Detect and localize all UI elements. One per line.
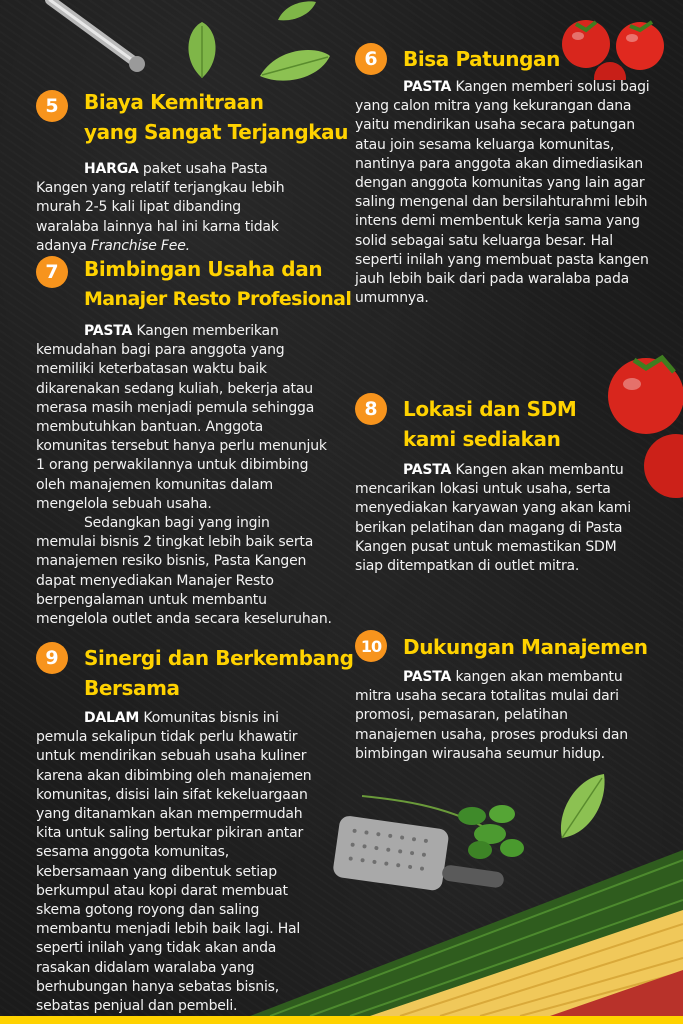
italic-term: Franchise Fee.: [90, 237, 190, 254]
section-body: [36, 709, 324, 1016]
section-title: [84, 643, 353, 703]
bottom-accent-bar: [0, 1016, 683, 1024]
section-title: [403, 632, 648, 662]
section-body: [36, 322, 332, 629]
section-number-badge: 6: [355, 43, 387, 75]
lead-word: DALAM: [84, 710, 140, 726]
lead-word: PASTA: [403, 462, 452, 478]
body-text: Komunitas bisnis ini pemula sekalipun tidak perlu khawatir untuk mendirikan sebuah usaha kuliner karena akan dibimbing oleh manajemen komunitas, disisi lain sifat kekeluargaan yang ditanamkan akan mempermudah kita untuk saling bertukar pikiran antar sesama anggota komunitas, kebersamaan yang dibentuk setiap berkumpul atau kopi darat membuat skema gotong royong dan saling membantu menjadi lebih baik lagi. Hal seperti inilah yang tidak akan anda rasakan didalam waralaba yang berhubungan hanya sebatas bisnis, sebatas penjual dan pembeli.: [36, 710, 312, 1015]
title-line: Dukungan Manajemen: [403, 635, 648, 659]
whisk-utensil-illustration: [40, 0, 150, 80]
title-line: yang Sangat Terjangkau: [84, 120, 349, 144]
lead-word: PASTA: [84, 323, 133, 339]
lead-word: PASTA: [403, 79, 452, 95]
section-title: [403, 44, 560, 74]
section-title: [84, 254, 351, 314]
tomato-illustration: [560, 16, 683, 80]
section-title: [403, 394, 576, 454]
section-number-badge: 8: [355, 393, 387, 425]
section-number-badge: 7: [36, 256, 68, 288]
body-text: Kangen memberi solusi bagi yang calon mitra yang kekurangan dana yaitu mendirikan usaha secara patungan atau join sesama keluarga komunitas, nantinya para anggota akan dimediasikan dengan anggota komunitas yang lain agar saling mengenal dan bersilahturahmi lebih intens demi membentuk kerja sama yang solid sebagai satu keluarga besar. Hal seperti inilah yang membuat pasta kangen jauh lebih baik dari pada waralaba pada umumnya.: [355, 79, 650, 307]
basil-leaf-icon: [258, 46, 332, 86]
title-line: Manajer Resto Profesional: [84, 288, 352, 310]
section-number-badge: 10: [355, 630, 387, 662]
body-text: paket usaha Pasta Kangen yang relatif terjangkau lebih murah 2-5 kali lipat dibanding waralaba lainnya hal ini karna tidak adanya: [36, 161, 285, 254]
basil-leaf-icon: [182, 20, 222, 80]
title-line: Bimbingan Usaha dan: [84, 257, 323, 281]
title-line: Bisa Patungan: [403, 47, 560, 71]
section-body: [355, 668, 645, 764]
body-text: Kangen memberikan kemudahan bagi para anggota yang memiliki keterbatasan waktu baik dikarenakan sedang kuliah, bekerja atau merasa masih menjadi pemula sehingga membutuhkan bantuan. Anggota komunitas tersebut hanya perlu menunjuk 1 orang perwakilannya untuk dibimbing oleh manajemen komunitas dalam mengelola sebuah usaha.: [36, 323, 327, 512]
section-number-badge: 9: [36, 642, 68, 674]
body-text: Kangen akan membantu mencarikan lokasi untuk usaha, serta menyediakan karyawan yang akan kami berikan pelatihan dan magang di Pasta Kangen pusat untuk memastikan SDM siap ditempatkan di outlet mitra.: [355, 462, 631, 575]
section-body: [36, 160, 304, 256]
section-number-badge: 5: [36, 90, 68, 122]
title-line: Biaya Kemitraan: [84, 90, 264, 114]
title-line: kami sediakan: [403, 427, 561, 451]
lead-word: HARGA: [84, 161, 139, 177]
title-line: Sinergi dan Berkembang: [84, 646, 354, 670]
section-body: [355, 461, 645, 576]
title-line: Lokasi dan SDM: [403, 397, 577, 421]
section-title: [84, 87, 348, 147]
body-text: kangen akan membantu mitra usaha secara totalitas mulai dari promosi, pemasaran, pelatihan manajemen usaha, proses produksi dan bimbingan wirausaha seumur hidup.: [355, 669, 628, 762]
title-line: Bersama: [84, 676, 180, 700]
section-body: [355, 78, 655, 308]
body-text: Sedangkan bagi yang ingin memulai bisnis 2 tingkat lebih baik serta manajemen resiko bisnis, Pasta Kangen dapat menyediakan Manajer Resto berpengalaman untuk membantu mengelola outlet anda secara keseluruhan.: [36, 515, 332, 628]
basil-leaf-icon: [276, 0, 318, 22]
lead-word: PASTA: [403, 669, 452, 685]
